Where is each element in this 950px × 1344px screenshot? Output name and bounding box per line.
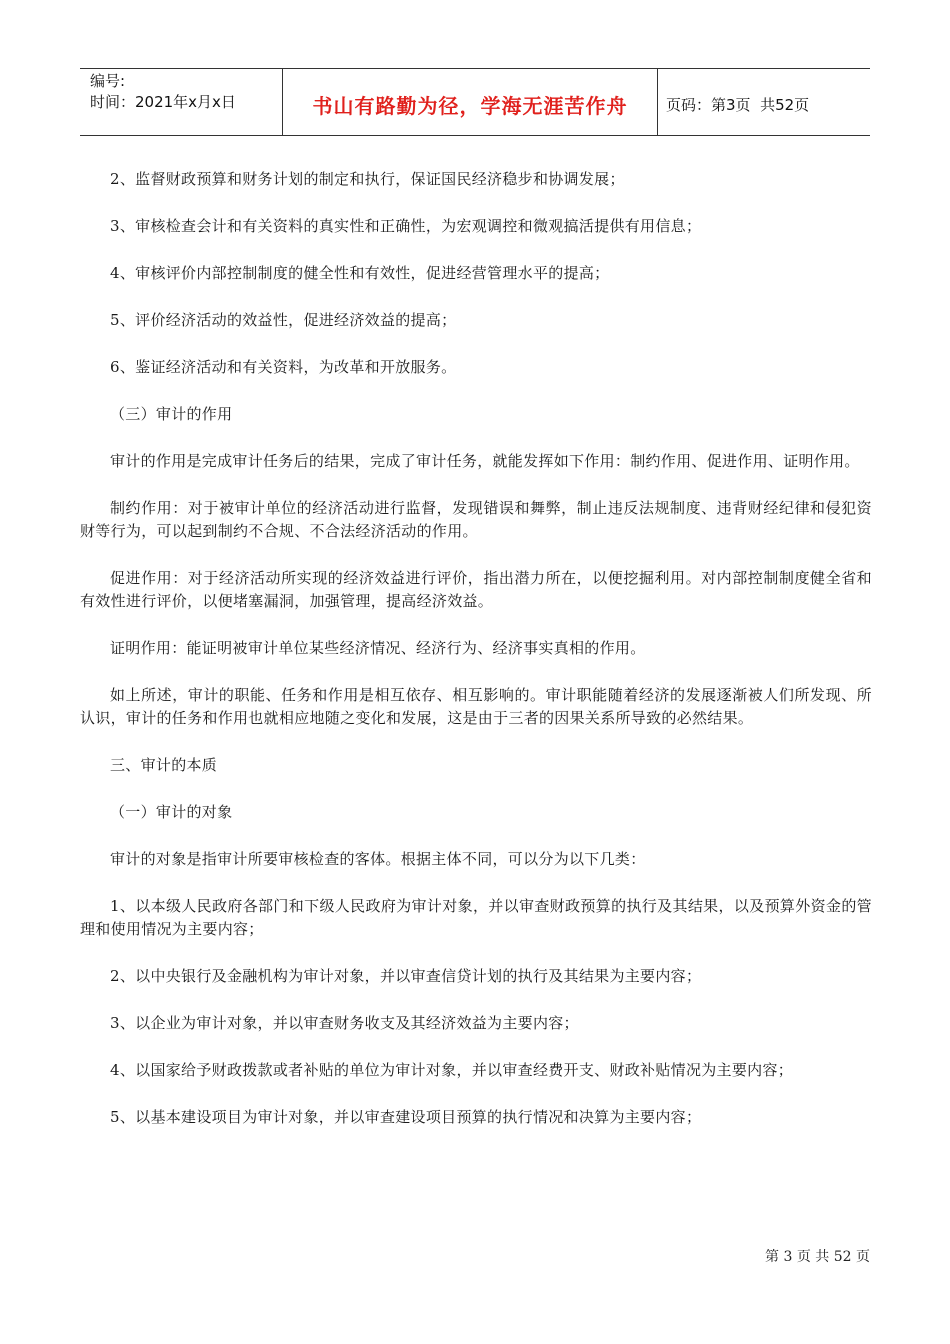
paragraph: 2、监督财政预算和财务计划的制定和执行，保证国民经济稳步和协调发展； [110, 170, 625, 188]
paragraph: 促进作用：对于经济活动所实现的经济效益进行评价，指出潜力所在，以便挖掘利用。对内部控制制度健全省和有效性进行评价，以便堵塞漏洞，加强管理，提高经济效益。 [80, 569, 872, 610]
page-header [80, 68, 870, 136]
section-heading: （三）审计的作用 [110, 405, 233, 423]
page-info-text: 页码：第3页 共52页 [666, 95, 810, 114]
document-body [80, 168, 872, 1153]
header-page-info [658, 69, 870, 135]
paragraph: 5、以基本建设项目为审计对象，并以审查建设项目预算的执行情况和决算为主要内容； [110, 1108, 702, 1126]
paragraph: 4、审核评价内部控制制度的健全性和有效性，促进经营管理水平的提高； [110, 264, 610, 282]
paragraph: 4、以国家给予财政拨款或者补贴的单位为审计对象，并以审查经费开支、财政补贴情况为主要内容； [110, 1061, 794, 1079]
paragraph: 证明作用：能证明被审计单位某些经济情况、经济行为、经济事实真相的作用。 [110, 639, 646, 657]
paragraph: 制约作用：对于被审计单位的经济活动进行监督，发现错误和舞弊，制止违反法规制度、违背财经纪律和侵犯资财等行为，可以起到制约不合规、不合法经济活动的作用。 [80, 499, 872, 540]
section-heading: 三、审计的本质 [110, 756, 218, 774]
paragraph: 审计的作用是完成审计任务后的结果，完成了审计任务，就能发挥如下作用：制约作用、促进作用、证明作用。 [110, 452, 860, 470]
header-meta [80, 69, 282, 135]
header-motto: 书山有路勤为径，学海无涯苦作舟 [282, 69, 658, 135]
paragraph: 审计的对象是指审计所要审核检查的客体。根据主体不同，可以分为以下几类： [110, 850, 646, 868]
page-footer: 第 3 页 共 52 页 [765, 1249, 870, 1265]
serial-label: 编号: [90, 72, 126, 90]
paragraph: 3、以企业为审计对象，并以审查财务收支及其经济效益为主要内容； [110, 1014, 579, 1032]
section-heading: （一）审计的对象 [110, 803, 233, 821]
paragraph: 如上所述，审计的职能、任务和作用是相互依存、相互影响的。审计职能随着经济的发展逐渐被人们所发现、所认识，审计的任务和作用也就相应地随之变化和发展，这是由于三者的因果关系所导致的必然结果。 [80, 686, 872, 727]
time-label: 时间：2021年x月x日 [90, 93, 236, 111]
paragraph: 3、审核检查会计和有关资料的真实性和正确性，为宏观调控和微观搞活提供有用信息； [110, 217, 702, 235]
paragraph: 6、鉴证经济活动和有关资料，为改革和开放服务。 [110, 358, 457, 376]
paragraph: 5、评价经济活动的效益性，促进经济效益的提高； [110, 311, 457, 329]
paragraph: 2、以中央银行及金融机构为审计对象，并以审查信贷计划的执行及其结果为主要内容； [110, 967, 702, 985]
paragraph: 1、以本级人民政府各部门和下级人民政府为审计对象，并以审查财政预算的执行及其结果，以及预算外资金的管理和使用情况为主要内容； [80, 897, 872, 938]
